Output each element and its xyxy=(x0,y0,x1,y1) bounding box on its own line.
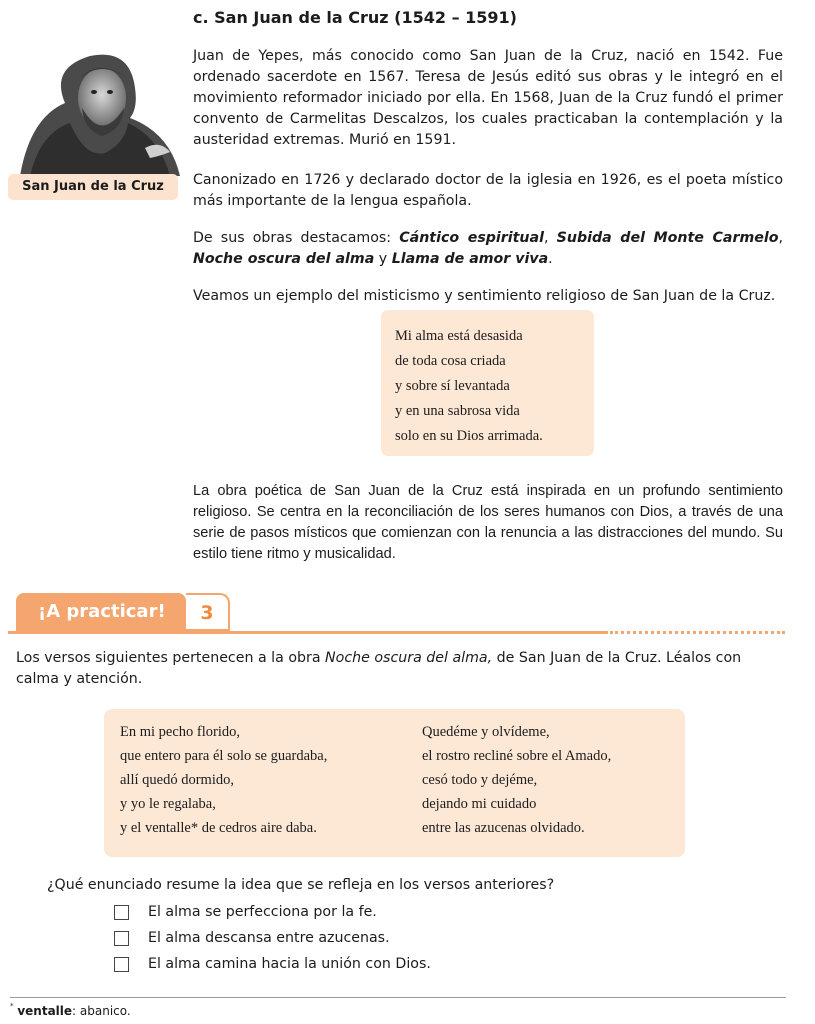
verse-line: dejando mi cuidado xyxy=(422,796,537,812)
works-separator: , xyxy=(778,230,783,246)
checkbox[interactable] xyxy=(114,931,129,946)
checkbox[interactable] xyxy=(114,905,129,920)
poem-line: de toda cosa criada xyxy=(395,353,506,369)
intro-text: de San Juan de la Cruz. Léalos con calma y atención. xyxy=(16,650,742,687)
verses-right-column xyxy=(422,720,611,840)
poem-line: y sobre sí levantada xyxy=(395,378,510,394)
example-paragraph: Veamos un ejemplo del misticismo y sentimiento religioso de San Juan de la Cruz. xyxy=(193,288,776,304)
verse-line: En mi pecho florido, xyxy=(120,724,241,740)
intro-work-title: Noche oscura del alma, xyxy=(325,650,493,666)
work-title: Noche oscura del alma xyxy=(193,251,375,267)
poem-line: Mi alma está desasida xyxy=(395,328,523,344)
works-paragraph xyxy=(193,228,783,270)
poem-line: y en una sabrosa vida xyxy=(395,403,520,419)
poem-lines xyxy=(395,324,543,449)
footnote xyxy=(10,1004,131,1018)
footnote-term: ventalle xyxy=(17,1004,73,1018)
answer-option[interactable] xyxy=(114,904,377,920)
section-rule-dotted xyxy=(610,631,785,634)
verses-left-column xyxy=(120,720,327,840)
works-intro: De sus obras destacamos: xyxy=(193,230,400,246)
option-label: El alma descansa entre azucenas. xyxy=(148,930,390,946)
verse-line: entre las azucenas olvidado. xyxy=(422,820,585,836)
answer-option[interactable] xyxy=(114,956,431,972)
work-title: Cántico espiritual xyxy=(399,230,544,246)
poem-line: solo en su Dios arrimada. xyxy=(395,428,543,444)
footnote-definition: : abanico. xyxy=(72,1004,131,1018)
practice-tab: ¡A practicar! xyxy=(16,593,186,631)
verse-line: y el ventalle* de cedros aire daba. xyxy=(120,820,317,836)
section-rule xyxy=(8,631,608,634)
verse-line: el rostro recliné sobre el Amado, xyxy=(422,748,612,764)
practice-number: 3 xyxy=(186,593,230,631)
option-label: El alma camina hacia la unión con Dios. xyxy=(148,956,431,972)
footnote-rule xyxy=(10,997,786,998)
work-title: Subida del Monte Carmelo xyxy=(556,230,779,246)
verse-line: cesó todo y dejéme, xyxy=(422,772,538,788)
analysis-paragraph: La obra poética de San Juan de la Cruz está inspirada en un profundo sentimiento religioso. Se centra en la reconciliación de los seres humanos con Dios, a través de una serie de pasos místicos que comienzan con la renuncia a las distracciones del mundo. Su estilo tiene ritmo y musicalidad. xyxy=(193,483,783,562)
portrait-illustration xyxy=(10,48,180,176)
verse-line: allí quedó dormido, xyxy=(120,772,234,788)
work-title: Llama de amor viva xyxy=(391,251,549,267)
verse-line: que entero para él solo se guardaba, xyxy=(120,748,328,764)
works-end: . xyxy=(548,251,553,267)
answer-option[interactable] xyxy=(114,930,390,946)
verse-line: Quedéme y olvídeme, xyxy=(422,724,550,740)
footnote-mark: * xyxy=(10,1002,14,1010)
works-separator: , xyxy=(543,230,557,246)
works-conjunction: y xyxy=(374,251,392,267)
verses-panel xyxy=(104,709,685,857)
section-title: c. San Juan de la Cruz (1542 – 1591) xyxy=(193,8,517,27)
bio-paragraph: Juan de Yepes, más conocido como San Juan de la Cruz, nació en 1542. Fue ordenado sacerdote en 1567. Teresa de Jesús editó sus obras y le integró en el movimiento reformador iniciado por ella. En 1568, Juan de la Cruz fundó el primer convento de Carmelitas Descalzos, los cuales practicaban la contemplación y la austeridad extremas. Murió en 1591. xyxy=(193,48,783,148)
practice-intro xyxy=(16,648,786,690)
intro-text: Los versos siguientes pertenecen a la obra xyxy=(16,650,326,666)
checkbox[interactable] xyxy=(114,957,129,972)
canonized-paragraph: Canonizado en 1726 y declarado doctor de la iglesia en 1926, es el poeta místico más importante de la lengua española. xyxy=(193,172,783,209)
option-label: El alma se perfecciona por la fe. xyxy=(148,904,377,920)
question-text: ¿Qué enunciado resume la idea que se refleja en los versos anteriores? xyxy=(47,877,555,893)
portrait-caption: San Juan de la Cruz xyxy=(8,174,178,200)
poem-panel xyxy=(381,310,594,456)
verse-line: y yo le regalaba, xyxy=(120,796,216,812)
